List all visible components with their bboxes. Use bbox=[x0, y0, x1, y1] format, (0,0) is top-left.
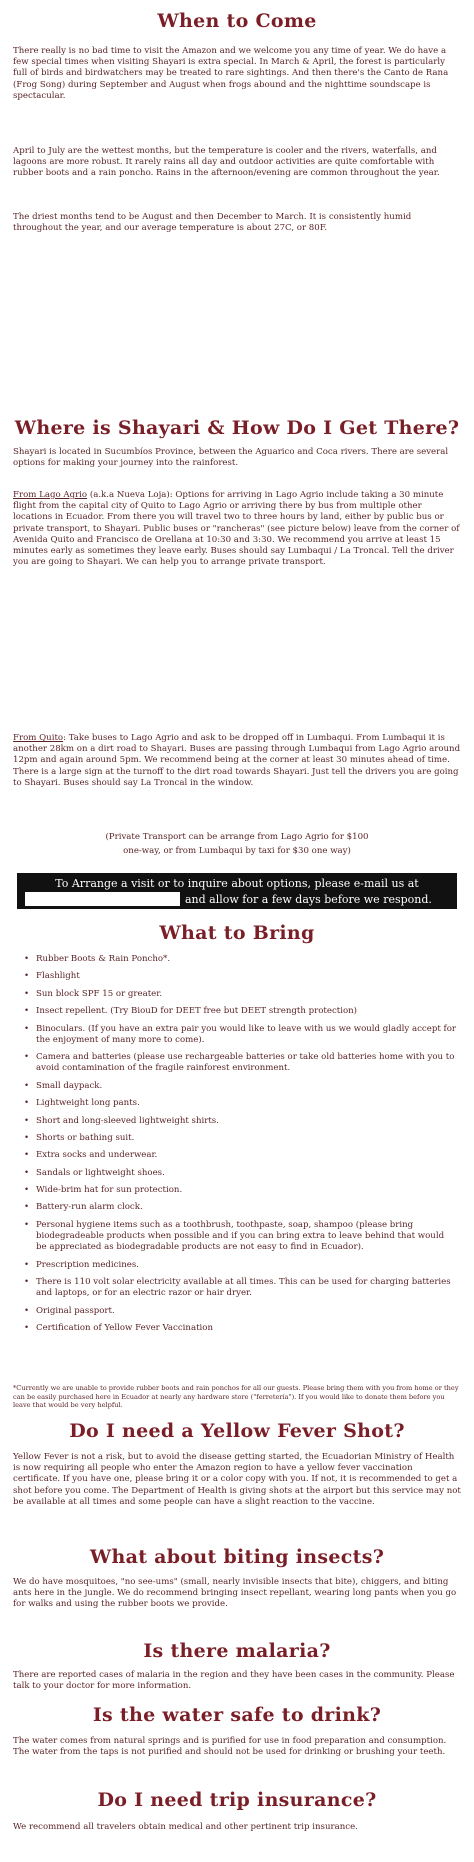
contact-banner bbox=[17, 873, 457, 909]
where-heading: Where is Shayari & How Do I Get There? bbox=[14, 417, 460, 439]
lago-agrio-paragraph bbox=[13, 490, 461, 568]
quito-text: : Take buses to Lago Agrio and ask to be dropped off in Lumbaqui. From Lumbaqui it is another 28km on a dirt road to Shayari. Buses are passing through Lumbaqui from Lago Agrio around 12pm and again around 5pm. We recommend being at the corner at least 30 minutes ahead of time. There is a large sign at the turnoff to the dirt road towards Shayari. Just tell the drivers you are going to Shayari. Buses should say La Troncal in the window. bbox=[13, 733, 461, 788]
list-item: • Sun block SPF 15 or greater. bbox=[24, 988, 163, 999]
yellow-fever-heading: Do I need a Yellow Fever Shot? bbox=[69, 1420, 405, 1442]
list-item: • Lightweight long pants. bbox=[24, 1098, 140, 1109]
quito-paragraph bbox=[13, 733, 461, 789]
when-paragraph-3: The driest months tend to be August and then December to March. It is consistently humid throughout the year, and our average temperature is about 27C, or 80F. bbox=[13, 212, 412, 234]
list-item: • Short and long-sleeved lightweight shirts. bbox=[24, 1115, 219, 1126]
insects-heading: What about biting insects? bbox=[89, 1546, 385, 1568]
list-item: • Extra socks and underwear. bbox=[24, 1150, 158, 1161]
water-text: The water comes from natural springs and is purified for use in food preparation and consumption. The water from the taps is not purified and should not be used for drinking or brushing your teeth. bbox=[13, 1736, 447, 1758]
list-item: • Shorts or bathing suit. bbox=[24, 1132, 135, 1143]
list-item: • Flashlight bbox=[24, 971, 80, 982]
insurance-heading: Do I need trip insurance? bbox=[97, 1789, 377, 1811]
when-paragraph-1: There really is no bad time to visit the Amazon and we welcome you any time of year. We do have a few special times when visiting Shayari is extra special. In March & April, the forest is particularly full of birds and birdwatchers may be treated to rare sightings. And then there's the Canto de Rana (Frog Song) during September and August when frogs abound and the nighttime soundscape is spectacular. bbox=[13, 46, 449, 101]
where-intro: Shayari is located in Sucumbíos Province, between the Aguarico and Coca rivers. There are several options for making your journey into the rainforest. bbox=[13, 447, 449, 469]
contact-banner-line-2: and allow for a few days before we respond. bbox=[185, 893, 432, 906]
quito-label: From Quito bbox=[13, 733, 64, 743]
list-item: • Certification of Yellow Fever Vaccination bbox=[24, 1323, 213, 1334]
what-to-bring-heading: What to Bring bbox=[159, 922, 315, 944]
malaria-heading: Is there malaria? bbox=[143, 1640, 331, 1662]
list-item: • Prescription medicines. bbox=[24, 1259, 140, 1270]
list-item: • Original passport. bbox=[24, 1305, 115, 1316]
water-heading: Is the water safe to drink? bbox=[92, 1704, 382, 1726]
lago-agrio-text: (a.k.a Nueva Loja): Options for arriving in Lago Agrio include taking a 30 minute flight from the capital city of Quito to Lago Agrio or arriving there by bus from multiple other locations in Ecuador. From there you will travel two to three hours by land, either by public bus or private transport, to Shayari. Public buses or "rancheras" (see picture below) leave from the corner of Avenida Quito and Francisco de Orellana at 10:30 and 3:30. We recommend you arrive at least 15 minutes early as sometimes they leave early. Buses should say Lumbaqui / La Troncal. Tell the driver you are going to Shayari. We can help you to arrange private transport. bbox=[13, 490, 460, 568]
lago-agrio-label: From Lago Agrio bbox=[13, 490, 88, 500]
list-item: • Small daypack. bbox=[24, 1080, 103, 1091]
list-item: • Camera and batteries (please use rechargeable batteries or take old batteries home with you to avoid contamination of the fragile rainforest environment. bbox=[24, 1052, 455, 1074]
packing-list bbox=[24, 954, 456, 1340]
list-item: • Sandals or lightweight shoes. bbox=[24, 1167, 165, 1178]
email-address-box[interactable] bbox=[25, 892, 180, 906]
malaria-text: There are reported cases of malaria in the region and they have been cases in the community. Please talk to your doctor for more information. bbox=[13, 1670, 455, 1692]
private-transport-line-2: one-way, or from Lumbaqui by taxi for $30 one way) bbox=[123, 846, 351, 856]
yellow-fever-text: Yellow Fever is not a risk, but to avoid the disease getting started, the Ecuadorian Ministry of Health is now requiring all people who enter the Amazon region to have a yellow fever vaccination certificate. If you have one, please bring it or a color copy with you. If not, it is recommended to get a shot before you come. The Department of Health is giving shots at the airport but this service may not be available at all times and some people can have a slight reaction to the vaccine. bbox=[13, 1452, 461, 1507]
list-item: • Binoculars. (If you have an extra pair you would like to leave with us we would gladly accept for the enjoyment of many more to come). bbox=[24, 1023, 456, 1045]
insects-text: We do have mosquitoes, "no see-ums" (small, nearly invisible insects that bite), chiggers, and biting ants here in the jungle. We do recommend bringing insect repellant, wearing long pants when you go for walks and using the rubber boots we provide. bbox=[13, 1577, 457, 1610]
list-item: • Insect repellent. (Try BiouD for DEET free but DEET strength protection) bbox=[24, 1006, 358, 1017]
insurance-text: We recommend all travelers obtain medical and other pertinent trip insurance. bbox=[13, 1822, 358, 1832]
list-item: • Wide-brim hat for sun protection. bbox=[24, 1185, 183, 1196]
when-to-come-heading: When to Come bbox=[157, 10, 317, 32]
list-item: • Rubber Boots & Rain Poncho*. bbox=[24, 954, 171, 964]
contact-banner-line-1: To Arrange a visit or to inquire about options, please e-mail us at bbox=[55, 877, 419, 890]
list-item: • There is 110 volt solar electricity available at all times. This can be used for charging batteries and laptops, or for an electric razor or hair dryer. bbox=[24, 1277, 451, 1299]
private-transport-line-1: (Private Transport can be arrange from Lago Agrio for $100 bbox=[105, 832, 369, 842]
when-paragraph-2: April to July are the wettest months, but the temperature is cooler and the rivers, waterfalls, and lagoons are more robust. It rarely rains all day and outdoor activities are quite comfortable with rubber boots and a rain poncho. Rains in the afternoon/evening are common throughout the year. bbox=[13, 146, 440, 179]
list-item: • Personal hygiene items such as a toothbrush, toothpaste, soap, shampoo (please bring biodegradeable products when possible and if you can bring extra to leave behind that would be appreciated as biodegradable products are not easy to find in Ecuador). bbox=[24, 1219, 445, 1253]
rubber-boots-footnote: *Currently we are unable to provide rubber boots and rain ponchos for all our guests. Please bring them with you from home or they can be easily purchased here in Ecuador at nearly any hardware store ("ferretería"). If you would like to donate them before you leave that would be very helpful. bbox=[13, 1384, 459, 1410]
list-item: • Battery-run alarm clock. bbox=[24, 1202, 143, 1213]
